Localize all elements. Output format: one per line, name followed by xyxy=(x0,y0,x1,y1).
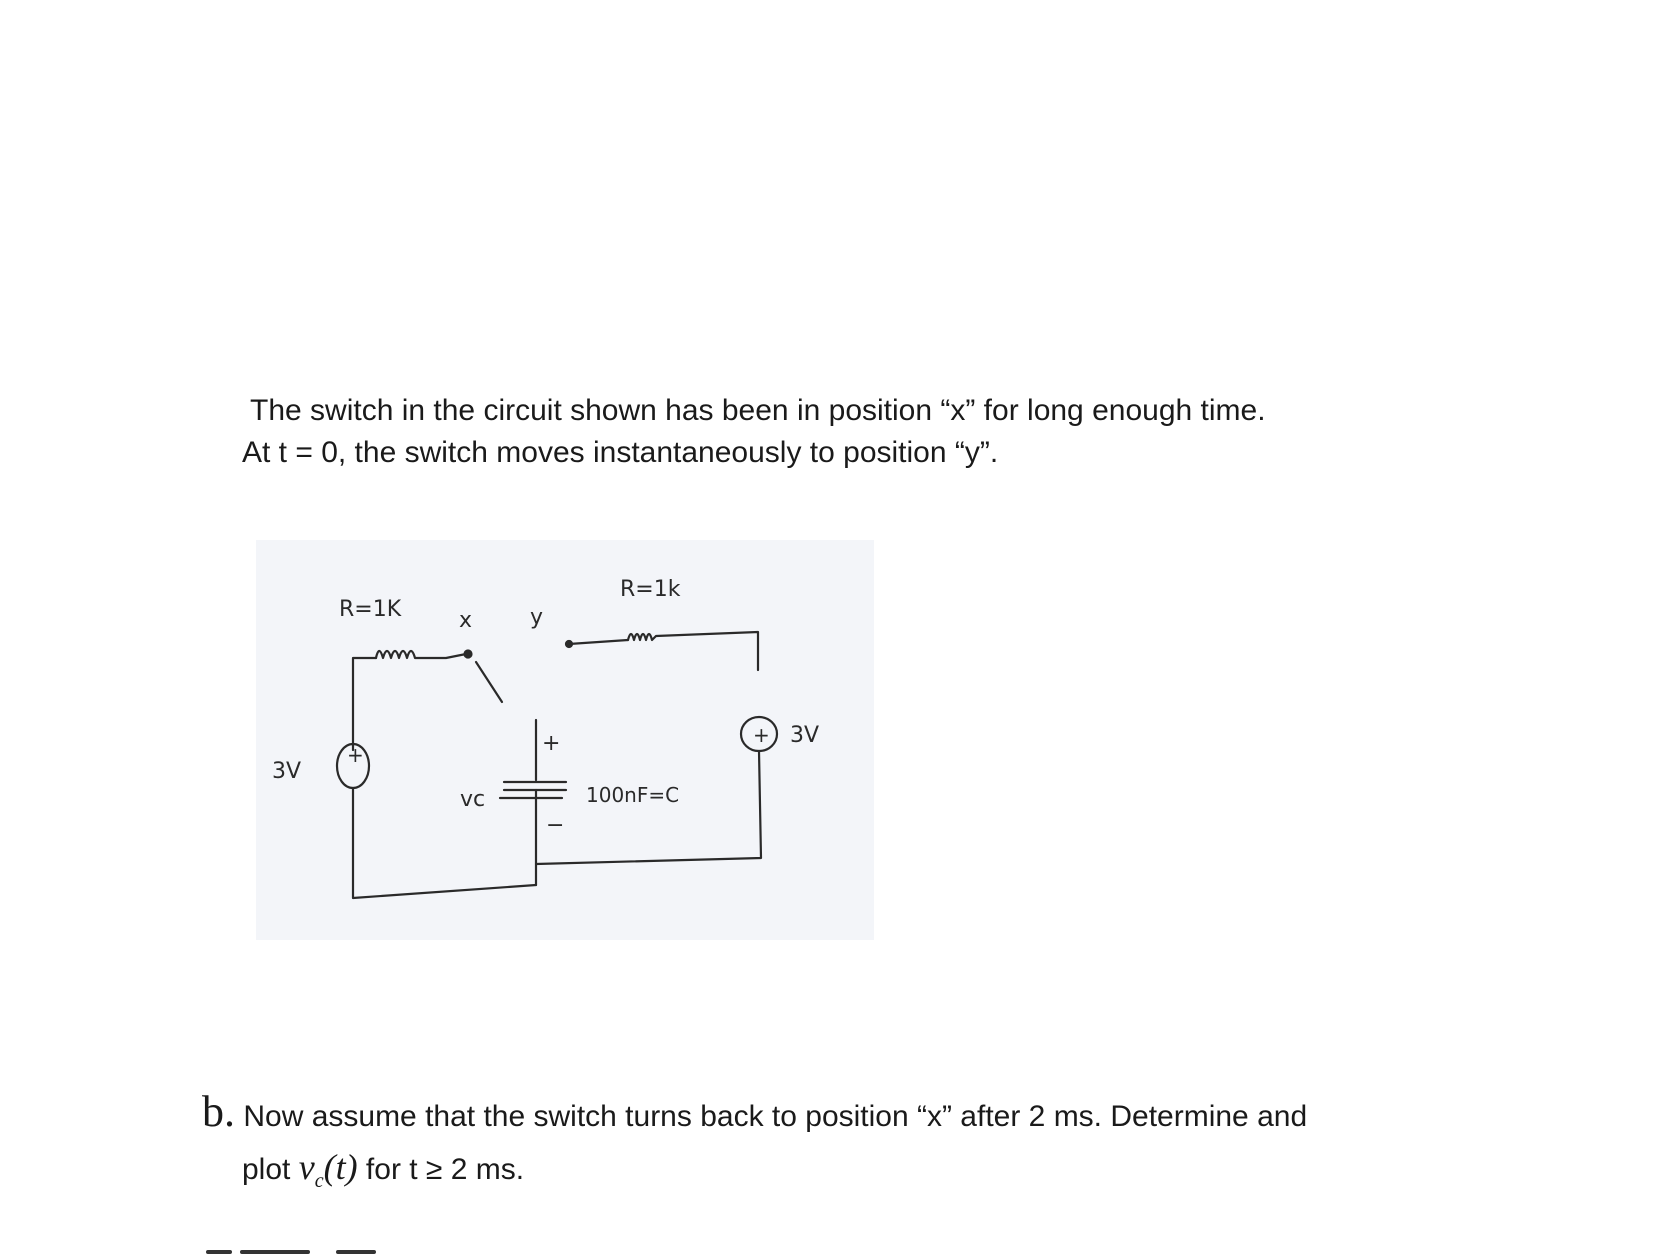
wire-left-top xyxy=(353,658,376,750)
left-resistor-symbol xyxy=(376,651,466,658)
switch-position-x-label: x xyxy=(459,608,473,633)
part-b-text: Now assume that the switch turns back to position “x” after 2 ms. Determine and xyxy=(243,1100,1308,1133)
wire-left-bottom xyxy=(353,788,536,898)
capacitor-voltage-label: vc xyxy=(460,787,486,812)
part-b-letter: b. xyxy=(202,1087,235,1136)
cut-off-text-fragment xyxy=(206,1250,406,1259)
capacitor-value-label: 100nF=C xyxy=(586,783,680,807)
capacitor-minus-sign: − xyxy=(546,813,565,838)
left-resistor-label: R=1K xyxy=(339,597,402,622)
part-b-plot-word: plot xyxy=(242,1153,291,1186)
right-resistor-label: R=1k xyxy=(620,577,681,602)
circuit-drawing xyxy=(256,540,874,940)
left-source-plus-sign: + xyxy=(347,743,364,767)
part-b-line-1 xyxy=(202,1086,1307,1137)
problem-statement-line-2: At t = 0, the switch moves instantaneously to position “y”. xyxy=(242,436,999,469)
right-source-voltage-label: 3V xyxy=(790,723,820,748)
switch-position-y-label: y xyxy=(530,605,544,630)
switch-node-x xyxy=(465,651,472,658)
right-resistor-symbol xyxy=(628,632,758,670)
wire-right-down xyxy=(536,751,761,864)
circuit-diagram xyxy=(256,540,874,940)
capacitor-plus-sign: + xyxy=(542,731,561,756)
left-source-voltage-label: 3V xyxy=(272,759,302,784)
wire-y-to-right-resistor xyxy=(569,640,628,644)
problem-statement-line-1: The switch in the circuit shown has been in position “x” for long enough time. xyxy=(250,394,1266,427)
part-b-condition: for t ≥ 2 ms. xyxy=(365,1153,525,1186)
math-subscript-c: c xyxy=(314,1170,324,1192)
math-v: v xyxy=(298,1147,315,1187)
math-t: (t) xyxy=(323,1147,358,1187)
part-b-line-2 xyxy=(242,1146,524,1193)
math-expression-vc xyxy=(298,1147,358,1192)
switch-blade xyxy=(476,662,502,702)
right-source-plus-sign: + xyxy=(753,723,770,747)
